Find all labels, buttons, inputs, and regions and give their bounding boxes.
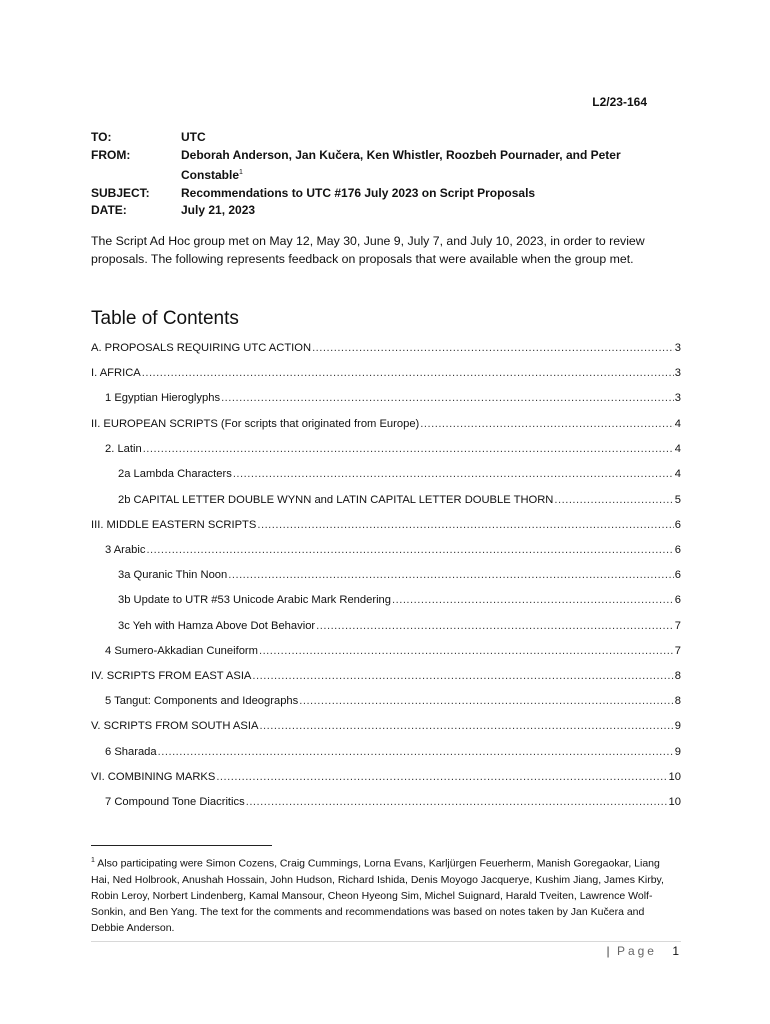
toc-entry-label: II. EUROPEAN SCRIPTS (For scripts that originated from Europe) — [91, 418, 420, 430]
toc-entry[interactable] — [91, 645, 681, 661]
toc-entry[interactable] — [91, 771, 681, 787]
to-label: TO: — [91, 130, 112, 144]
toc-entry-page: 6 — [674, 519, 681, 531]
toc-entry-label: 4 Sumero-Akkadian Cuneiform — [105, 645, 258, 657]
toc-leader-dots — [233, 468, 674, 480]
from-value-line1: Deborah Anderson, Jan Kučera, Ken Whistler, Roozbeh Pournader, and Peter — [181, 147, 621, 162]
toc-entry-page: 9 — [674, 720, 681, 732]
toc-entry-page: 4 — [674, 468, 681, 480]
toc-leader-dots — [312, 342, 674, 354]
from-row — [91, 147, 651, 185]
toc-entry[interactable] — [91, 720, 681, 736]
toc-leader-dots — [299, 695, 674, 707]
toc-entry-page: 4 — [674, 443, 681, 455]
to-row — [91, 129, 651, 147]
toc-entry-page: 6 — [674, 594, 681, 606]
toc-leader-dots — [221, 392, 674, 404]
toc-entry-label: I. AFRICA — [91, 367, 141, 379]
toc-entry[interactable] — [91, 569, 681, 585]
footer-divider — [91, 941, 681, 942]
toc-entry-page: 5 — [674, 494, 681, 506]
toc-leader-dots — [146, 544, 673, 556]
toc-entry[interactable] — [91, 544, 681, 560]
footer-page-label: Page — [616, 944, 657, 958]
toc-entry-label: 7 Compound Tone Diacritics — [105, 796, 245, 808]
page-footer — [606, 944, 679, 958]
toc-entry-label: 3 Arabic — [105, 544, 146, 556]
toc-entry-label: 2b CAPITAL LETTER DOUBLE WYNN and LATIN CAPITAL LETTER DOUBLE THORN — [118, 494, 554, 506]
toc-leader-dots — [246, 796, 668, 808]
toc-entry[interactable] — [91, 670, 681, 686]
date-row — [91, 202, 651, 220]
toc-entry-page: 6 — [674, 544, 681, 556]
toc-entry[interactable] — [91, 620, 681, 636]
toc-entry-label: 2a Lambda Characters — [118, 468, 232, 480]
subject-value: Recommendations to UTC #176 July 2023 on Script Proposals — [181, 185, 536, 200]
toc-entry[interactable] — [91, 367, 681, 383]
toc-entry-label: 6 Sharada — [105, 746, 157, 758]
toc-entry[interactable] — [91, 392, 681, 408]
toc-entry-label: III. MIDDLE EASTERN SCRIPTS — [91, 519, 257, 531]
from-label: FROM: — [91, 147, 131, 162]
toc-entry[interactable] — [91, 695, 681, 711]
toc-entry[interactable] — [91, 519, 681, 535]
subject-row — [91, 185, 651, 203]
footnote-mark: 1 — [91, 857, 95, 864]
toc-entry-label: 1 Egyptian Hieroglyphs — [105, 392, 221, 404]
toc-entry-page: 8 — [674, 670, 681, 682]
toc-entry[interactable] — [91, 494, 681, 510]
toc-entry-label: A. PROPOSALS REQUIRING UTC ACTION — [91, 342, 312, 354]
toc-entry-page: 10 — [668, 796, 681, 808]
toc-entry[interactable] — [91, 796, 681, 812]
document-number: L2/23-164 — [592, 95, 647, 109]
memo-header — [91, 129, 651, 220]
toc-leader-dots — [316, 620, 674, 632]
footnote — [91, 853, 676, 936]
toc-entry-label: 2. Latin — [105, 443, 142, 455]
toc-entry-page: 3 — [674, 392, 681, 404]
toc-entry-page: 3 — [674, 342, 681, 354]
toc-leader-dots — [158, 746, 674, 758]
toc-entry-page: 3 — [674, 367, 681, 379]
footer-page-number: 1 — [672, 944, 679, 958]
date-value: July 21, 2023 — [181, 203, 256, 217]
toc-leader-dots — [257, 519, 673, 531]
toc-entry-page: 10 — [668, 771, 681, 783]
toc-entry-page: 7 — [674, 645, 681, 657]
toc-entry[interactable] — [91, 443, 681, 459]
toc-title: Table of Contents — [91, 308, 239, 329]
footnote-reference[interactable]: 1 — [239, 169, 243, 176]
toc-leader-dots — [392, 594, 674, 606]
toc-leader-dots — [228, 569, 674, 581]
toc-leader-dots — [259, 720, 673, 732]
toc-entry-label: IV. SCRIPTS FROM EAST ASIA — [91, 670, 252, 682]
footer-separator: | — [606, 944, 610, 958]
toc-entry-label: 3c Yeh with Hamza Above Dot Behavior — [118, 620, 316, 632]
toc-entry[interactable] — [91, 342, 681, 358]
toc-entry[interactable] — [91, 746, 681, 762]
date-label: DATE: — [91, 203, 127, 217]
toc-leader-dots — [554, 494, 673, 506]
toc-leader-dots — [216, 771, 667, 783]
toc-entry-label: 3b Update to UTR #53 Unicode Arabic Mark Rendering — [118, 594, 391, 606]
toc-entry-page: 9 — [674, 746, 681, 758]
toc-leader-dots — [252, 670, 673, 682]
toc-entry-page: 6 — [674, 569, 681, 581]
toc-entry-label: VI. COMBINING MARKS — [91, 771, 216, 783]
toc-entry[interactable] — [91, 468, 681, 484]
toc-entry-label: 3a Quranic Thin Noon — [118, 569, 228, 581]
from-value — [181, 147, 651, 185]
toc-entry-label: V. SCRIPTS FROM SOUTH ASIA — [91, 720, 259, 732]
subject-label: SUBJECT: — [91, 185, 150, 200]
toc-entry[interactable] — [91, 594, 681, 610]
toc-leader-dots — [143, 443, 674, 455]
intro-paragraph: The Script Ad Hoc group met on May 12, May 30, June 9, July 7, and July 10, 2023, in order to review proposals. The following represents feedback on proposals that were available when the group met. — [91, 234, 645, 266]
toc-entry-label: 5 Tangut: Components and Ideographs — [105, 695, 299, 707]
toc-leader-dots — [259, 645, 674, 657]
toc-leader-dots — [420, 418, 673, 430]
toc-entry-page: 8 — [674, 695, 681, 707]
to-value: UTC — [181, 130, 206, 144]
footnote-text: Also participating were Simon Cozens, Craig Cummings, Lorna Evans, Karljürgen Feuerherm, Manish Goregaokar, Liang Hai, Ned Holbrook, Anushah Hossain, John Hudson, Richard Ishida, Denis Moyogo Jacquerye, Kushim Jiang, James Kirby, Robin Leroy, Norbert Lindenberg, Kamal Mansour, Cheon Hyeong Sim, Michel Suignard, Harald Tveiten, Lawrence Wolf-Sonkin, and Ben Yang. The text for the comments and recommendations was based on notes taken by Jan Kučera and Debbie Anderson. — [91, 857, 664, 934]
toc-entry[interactable] — [91, 418, 681, 434]
toc-leader-dots — [142, 367, 674, 379]
from-value-line2: Constable — [181, 168, 240, 182]
toc-entry-page: 4 — [674, 418, 681, 430]
toc-entry-page: 7 — [674, 620, 681, 632]
footnote-divider — [91, 845, 272, 846]
